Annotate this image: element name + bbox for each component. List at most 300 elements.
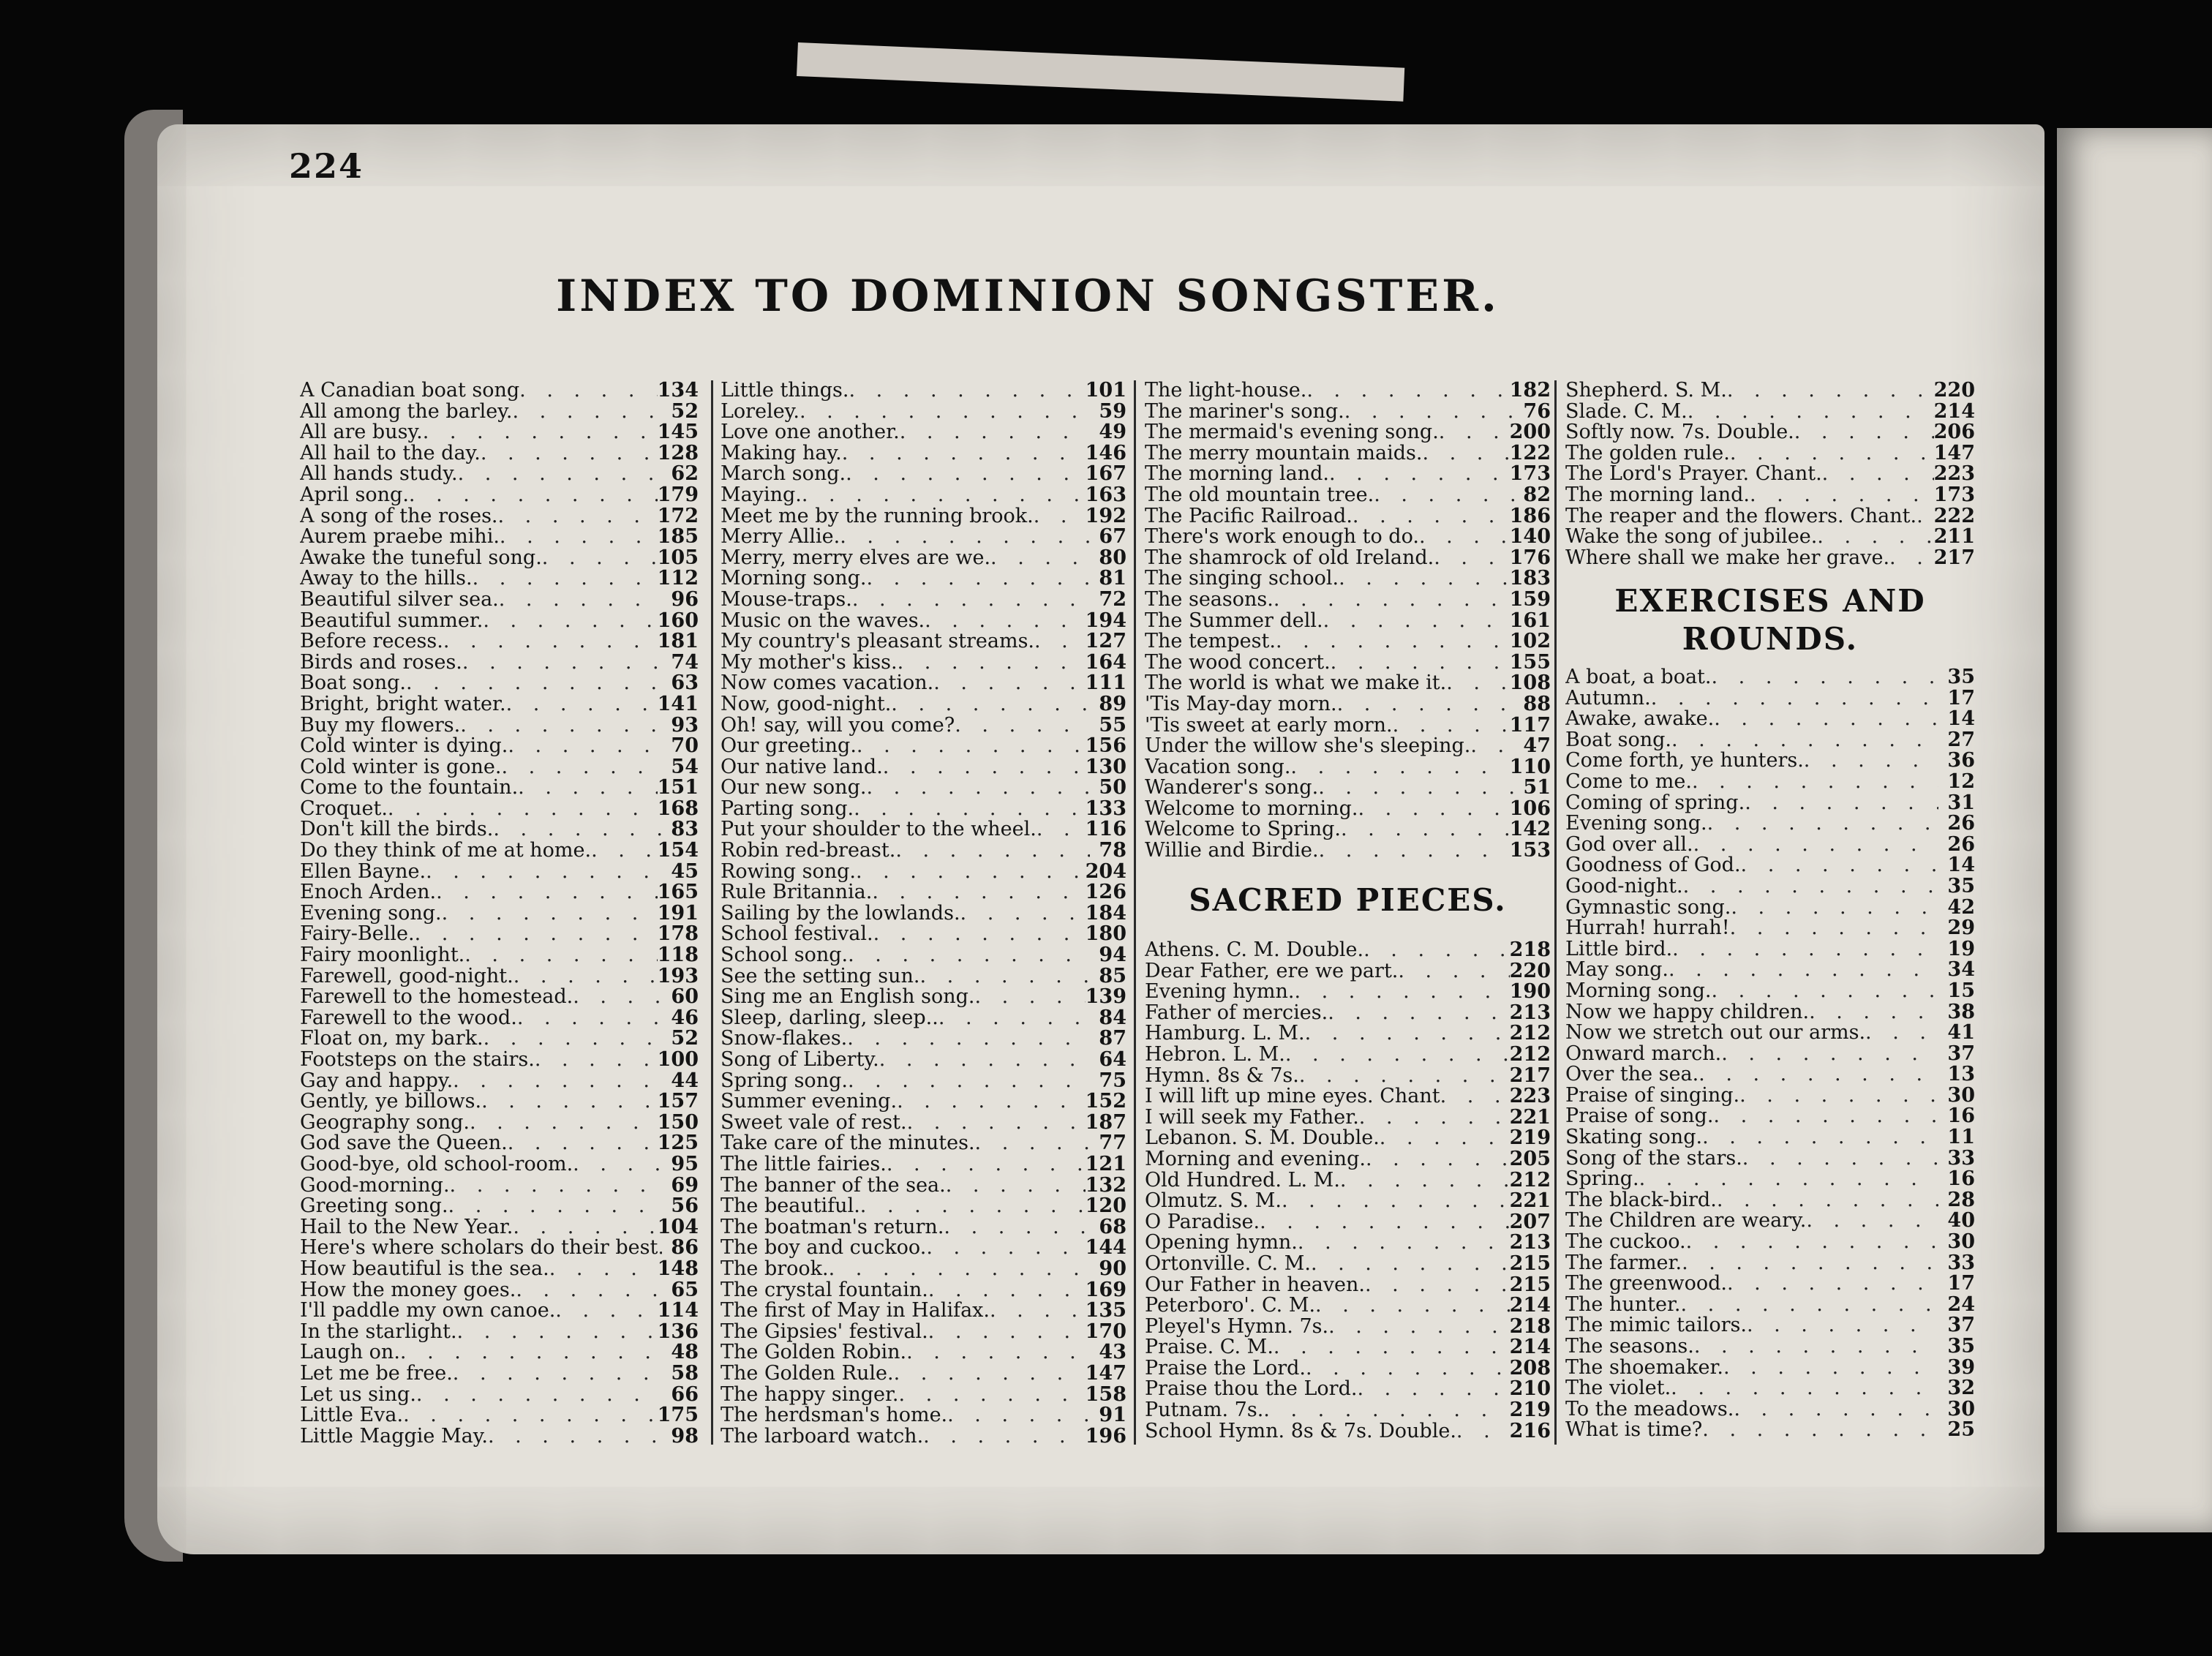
entry-page-number: 59: [1099, 401, 1126, 423]
entry-page-number: 151: [657, 778, 699, 799]
entry-page-number: 77: [1099, 1133, 1126, 1154]
index-entry: [1145, 1170, 1551, 1192]
entry-title: What is time?: [1565, 1420, 1703, 1441]
entry-page-number: 220: [1509, 960, 1551, 982]
entry-title: There's work enough to do.: [1145, 527, 1419, 548]
index-entry: [1145, 1107, 1551, 1129]
index-entry: [1145, 715, 1551, 737]
index-entry: [1565, 835, 1975, 856]
entry-page-number: 14: [1947, 855, 1975, 876]
entry-title: Now, good-night.: [721, 693, 892, 715]
entry-page-number: 50: [1099, 778, 1126, 799]
index-entry: [1145, 590, 1551, 611]
entry-page-number: 43: [1099, 1342, 1126, 1363]
dot-leader: [854, 799, 1086, 820]
dot-leader: [1290, 757, 1509, 778]
entry-title: Croquet.: [300, 798, 388, 820]
index-entry: [1145, 1045, 1551, 1066]
index-entry: [721, 380, 1126, 402]
dot-leader: [1730, 443, 1934, 464]
dot-leader: [802, 485, 1086, 506]
entry-title: My country's pleasant streams.: [721, 631, 1035, 652]
index-entry: [721, 778, 1126, 799]
dot-leader: [1806, 1211, 1938, 1232]
index-entry: [1565, 793, 1975, 814]
entry-title: Rowing song.: [721, 861, 856, 883]
entry-title: Take care of the minutes.: [721, 1133, 975, 1154]
entry-title: Praise. C. M.: [1145, 1337, 1274, 1358]
index-entry: [721, 715, 1126, 737]
index-entry: [300, 1154, 699, 1175]
entry-title: 'Tis May-day morn.: [1145, 693, 1337, 715]
entry-title: School Hymn. 8s & 7s. Double.: [1145, 1420, 1456, 1442]
entry-page-number: 212: [1509, 1170, 1551, 1192]
entry-page-number: 70: [671, 736, 699, 757]
index-entry: [300, 1342, 699, 1363]
entry-title: The boy and cuckoo.: [721, 1238, 927, 1259]
entry-title: Under the willow she's sleeping.: [1145, 736, 1471, 757]
index-entry: [721, 987, 1126, 1008]
entry-page-number: 60: [671, 987, 699, 1008]
index-entry: [1145, 840, 1551, 862]
entry-page-number: 98: [671, 1426, 699, 1448]
index-entry: [300, 1238, 699, 1259]
index-entry: [721, 652, 1126, 674]
index-entry: [721, 673, 1126, 694]
entry-title: Float on, my bark.: [300, 1028, 484, 1050]
entry-page-number: 217: [1509, 1065, 1551, 1087]
entry-title: Let me be free.: [300, 1363, 453, 1385]
dot-leader: [500, 527, 658, 548]
index-entry: [1565, 1420, 1975, 1441]
entry-page-number: 214: [1509, 1337, 1551, 1358]
dot-leader: [873, 924, 1086, 945]
entry-page-number: 62: [671, 464, 699, 485]
dot-leader: [1822, 464, 1934, 485]
dot-leader: [857, 736, 1086, 757]
index-entry: [300, 464, 699, 485]
entry-title: The larboard watch.: [721, 1426, 924, 1448]
entry-title: The greenwood.: [1565, 1273, 1727, 1295]
dot-leader: [1306, 380, 1509, 402]
dot-leader: [1804, 750, 1938, 772]
dot-leader: [946, 1175, 1086, 1197]
dot-leader: [1337, 694, 1514, 715]
dot-leader: [891, 694, 1090, 715]
entry-title: The violet.: [1565, 1378, 1671, 1399]
index-entry: [1145, 940, 1551, 961]
entry-title: Skating song.: [1565, 1127, 1703, 1148]
index-entry: [721, 422, 1126, 443]
index-entry: [1145, 736, 1551, 757]
dot-leader: [458, 464, 662, 485]
index-entry: [721, 1385, 1126, 1406]
entry-page-number: 42: [1947, 897, 1975, 919]
index-entry: [300, 799, 699, 820]
entry-page-number: 179: [657, 484, 699, 506]
entry-title: To the meadows.: [1565, 1399, 1734, 1420]
entry-title: The boatman's return.: [721, 1216, 944, 1238]
entry-title: Praise of singing.: [1565, 1085, 1740, 1107]
entry-page-number: 35: [1947, 667, 1975, 688]
entry-title: Parting song.: [721, 798, 854, 820]
dot-leader: [1318, 778, 1514, 799]
dot-leader: [906, 1342, 1090, 1363]
index-entry: [300, 611, 699, 632]
dot-leader: [1702, 1420, 1938, 1441]
index-entry: [1145, 1337, 1551, 1358]
sacred-pieces-list: [1145, 940, 1551, 1442]
dot-leader: [1419, 527, 1510, 548]
index-entry: [721, 464, 1126, 485]
entry-title: Vacation song.: [1145, 756, 1291, 778]
entry-title: Love one another.: [721, 422, 900, 443]
dot-leader: [852, 590, 1090, 611]
index-entry: [721, 1259, 1126, 1280]
entry-page-number: 193: [657, 966, 699, 987]
index-entry: [300, 1091, 699, 1113]
dot-leader: [1446, 673, 1509, 694]
index-column-2: [721, 380, 1126, 1447]
index-entry: [300, 819, 699, 840]
entry-title: Awake the tuneful song.: [300, 547, 542, 569]
entry-page-number: 44: [671, 1070, 699, 1092]
dot-leader: [1282, 1191, 1510, 1212]
entry-title: The singing school.: [1145, 568, 1339, 590]
entry-page-number: 184: [1085, 903, 1126, 925]
entry-page-number: 101: [1085, 380, 1126, 402]
dot-leader: [1359, 1107, 1510, 1129]
entry-page-number: 96: [671, 589, 699, 611]
entry-page-number: 36: [1947, 750, 1975, 772]
entry-title: The Golden Rule.: [721, 1363, 894, 1385]
index-entry: [1145, 1191, 1551, 1212]
entry-page-number: 213: [1509, 1232, 1551, 1254]
dot-leader: [990, 548, 1090, 569]
entry-page-number: 111: [1085, 673, 1126, 694]
entry-title: How the money goes.: [300, 1279, 516, 1301]
entry-title: Pleyel's Hymn. 7s.: [1145, 1316, 1329, 1338]
dot-leader: [501, 757, 662, 778]
entry-page-number: 47: [1523, 736, 1551, 757]
entry-page-number: 170: [1085, 1321, 1126, 1343]
dot-leader: [1692, 772, 1938, 793]
entry-page-number: 211: [1933, 527, 1975, 548]
index-entry: [300, 1405, 699, 1426]
entry-page-number: 69: [671, 1175, 699, 1197]
dot-leader: [1671, 730, 1938, 751]
index-entry: [1145, 819, 1551, 840]
entry-page-number: 52: [671, 401, 699, 423]
index-entry: [721, 1196, 1126, 1217]
index-entry: [1145, 652, 1551, 674]
entry-title: The crystal fountain.: [721, 1279, 928, 1301]
dot-leader: [883, 757, 1086, 778]
dot-leader: [1916, 506, 1934, 527]
index-entry: [721, 1363, 1126, 1385]
entry-page-number: 37: [1947, 1315, 1975, 1336]
entry-page-number: 223: [1509, 1086, 1551, 1107]
entry-title: Footsteps on the stairs.: [300, 1050, 535, 1071]
dot-leader: [453, 1071, 662, 1092]
dot-leader: [1353, 506, 1510, 527]
entry-title: Our greeting.: [721, 736, 857, 757]
index-entry: [300, 1301, 699, 1322]
index-entry: [300, 1196, 699, 1217]
dot-leader: [895, 840, 1090, 862]
index-entry: [300, 1050, 699, 1071]
dot-leader: [866, 568, 1090, 590]
entry-page-number: 41: [1947, 1023, 1975, 1044]
dot-leader: [1034, 506, 1086, 527]
entry-page-number: 146: [1085, 443, 1126, 464]
dot-leader: [481, 443, 658, 464]
dot-leader: [406, 673, 662, 694]
entry-title: Wanderer's song.: [1145, 778, 1319, 799]
entry-page-number: 49: [1099, 422, 1126, 443]
dot-leader: [848, 945, 1090, 966]
dot-leader: [990, 1301, 1086, 1322]
dot-leader: [1680, 1295, 1938, 1316]
entry-title: Over the sea.: [1565, 1064, 1699, 1085]
index-entry: [721, 1028, 1126, 1050]
dot-leader: [1682, 1253, 1938, 1274]
index-entry: [1145, 694, 1551, 715]
entry-page-number: 180: [1085, 924, 1126, 946]
dot-leader: [1434, 548, 1509, 569]
entry-title: Now we stretch out our arms.: [1565, 1023, 1866, 1044]
entry-title: The beautiful.: [721, 1196, 860, 1217]
entry-title: Opening hymn.: [1145, 1232, 1298, 1254]
entry-title: The golden rule.: [1565, 443, 1730, 464]
entry-page-number: 45: [671, 861, 699, 883]
entry-title: Slade. C. M.: [1565, 401, 1688, 423]
dot-leader: [555, 1301, 657, 1322]
dot-leader: [1422, 443, 1509, 464]
entry-title: Good-bye, old school-room.: [300, 1153, 573, 1175]
page-number: 224: [289, 146, 364, 186]
entry-title: Sailing by the lowlands.: [721, 903, 960, 925]
dot-leader: [1285, 1045, 1510, 1066]
index-entry: [721, 631, 1126, 652]
entry-title: Willie and Birdie.: [1145, 840, 1319, 862]
index-entry: [1565, 1106, 1975, 1127]
index-entry: [1565, 380, 1975, 402]
entry-page-number: 221: [1509, 1107, 1551, 1129]
entry-page-number: 106: [1509, 798, 1551, 820]
entry-page-number: 212: [1509, 1044, 1551, 1066]
dot-leader: [894, 1363, 1086, 1385]
index-entry: [1565, 422, 1975, 443]
entry-title: God over all.: [1565, 834, 1693, 856]
dot-leader: [1365, 1275, 1510, 1296]
entry-page-number: 142: [1509, 819, 1551, 841]
entry-page-number: 38: [1947, 1001, 1975, 1023]
index-entry: [300, 694, 699, 715]
dot-leader: [1274, 590, 1510, 611]
entry-page-number: 63: [671, 673, 699, 694]
entry-title: The morning land.: [1145, 464, 1329, 485]
entry-page-number: 172: [657, 505, 699, 527]
index-entry: [721, 1426, 1126, 1448]
index-entry: [721, 1133, 1126, 1154]
entry-page-number: 139: [1085, 987, 1126, 1008]
index-entry: [300, 402, 699, 423]
dot-leader: [1702, 1127, 1938, 1148]
index-entry: [1565, 485, 1975, 506]
index-entry: [721, 819, 1126, 840]
dot-leader: [1306, 1358, 1510, 1380]
entry-title: The reaper and the flowers. Chant.: [1565, 505, 1917, 527]
dot-leader: [974, 987, 1085, 1008]
entry-title: May song.: [1565, 960, 1669, 981]
index-entry: [721, 1405, 1126, 1426]
entry-title: The Lord's Prayer. Chant.: [1565, 464, 1822, 485]
entry-title: Little things.: [721, 380, 849, 402]
entry-page-number: 56: [671, 1196, 699, 1217]
index-entry: [300, 1385, 699, 1406]
dot-leader: [1340, 1170, 1510, 1192]
entry-title: Summer evening.: [721, 1091, 898, 1113]
entry-title: God save the Queen.: [300, 1133, 508, 1154]
entry-page-number: 215: [1509, 1274, 1551, 1296]
index-entry: [721, 1301, 1126, 1322]
index-entry: [1565, 855, 1975, 876]
index-entry: [1145, 1128, 1551, 1149]
index-entry: [1565, 1169, 1975, 1190]
entry-page-number: 85: [1099, 966, 1126, 987]
entry-title: Dear Father, ere we part.: [1145, 960, 1399, 982]
entry-page-number: 187: [1085, 1112, 1126, 1134]
index-entry: [1565, 1002, 1975, 1023]
entry-title: The mariner's song.: [1145, 401, 1344, 423]
index-entry: [1145, 1379, 1551, 1400]
entry-page-number: 155: [1509, 652, 1551, 674]
entry-page-number: 204: [1085, 861, 1126, 883]
dot-leader: [1339, 568, 1510, 590]
index-entry: [721, 1071, 1126, 1092]
dot-leader: [1651, 688, 1938, 710]
index-entry: [300, 548, 699, 569]
dot-leader: [400, 1342, 662, 1363]
entry-page-number: 196: [1085, 1426, 1126, 1448]
entry-page-number: 100: [657, 1050, 699, 1071]
dot-leader: [460, 715, 662, 737]
dot-leader: [403, 1405, 658, 1426]
entry-page-number: 76: [1523, 401, 1551, 423]
index-entry: [300, 778, 699, 799]
entry-page-number: 84: [1099, 1007, 1126, 1029]
dot-leader: [1731, 897, 1938, 919]
index-entry: [721, 1091, 1126, 1113]
entry-page-number: 66: [671, 1384, 699, 1406]
entry-page-number: 17: [1947, 1273, 1975, 1295]
dot-leader: [516, 1280, 662, 1301]
dot-leader: [513, 1217, 657, 1238]
entry-page-number: 12: [1947, 771, 1975, 793]
entry-page-number: 93: [671, 715, 699, 737]
entry-title: Coming of spring.: [1565, 792, 1745, 814]
entry-page-number: 148: [657, 1258, 699, 1280]
entry-title: Shepherd. S. M.: [1565, 380, 1727, 402]
dot-leader: [1315, 1295, 1510, 1317]
index-entry: [1145, 1086, 1551, 1107]
index-entry: [300, 1217, 699, 1238]
entry-page-number: 33: [1947, 1252, 1975, 1274]
index-entry: [300, 924, 699, 945]
entry-title: Ortonville. C. M.: [1145, 1253, 1311, 1275]
index-entry: [721, 903, 1126, 925]
dot-leader: [573, 1154, 662, 1175]
entry-page-number: 11: [1947, 1127, 1975, 1148]
index-entry: [721, 736, 1126, 757]
entry-title: Don't kill the birds.: [300, 819, 494, 841]
dot-leader: [1672, 939, 1938, 960]
dot-leader: [866, 778, 1090, 799]
entry-page-number: 90: [1099, 1258, 1126, 1280]
dot-leader: [416, 1385, 662, 1406]
dot-leader: [928, 1280, 1086, 1301]
entry-title: Before recess.: [300, 631, 443, 652]
index-entry: [1145, 1421, 1551, 1442]
entry-page-number: 126: [1085, 882, 1126, 903]
entry-page-number: 52: [671, 1028, 699, 1050]
entry-page-number: 14: [1947, 709, 1975, 730]
dot-leader: [448, 1196, 662, 1217]
index-entry: [1145, 422, 1551, 443]
entry-page-number: 13: [1947, 1064, 1975, 1085]
entry-title: Oh! say, will you come?: [721, 715, 955, 737]
entry-page-number: 88: [1523, 693, 1551, 715]
index-entry: [721, 485, 1126, 506]
index-entry: [300, 568, 699, 590]
entry-page-number: 186: [1509, 505, 1551, 527]
dot-leader: [1344, 402, 1514, 423]
entry-page-number: 165: [657, 882, 699, 903]
dot-leader: [1276, 631, 1510, 652]
dot-leader: [847, 1028, 1090, 1050]
entry-page-number: 26: [1947, 813, 1975, 835]
entry-title: The seasons.: [1145, 589, 1274, 611]
entry-page-number: 32: [1947, 1378, 1975, 1399]
entry-page-number: 194: [1085, 610, 1126, 632]
entry-title: The seasons.: [1565, 1336, 1694, 1358]
column-rule: [1554, 380, 1557, 1445]
entry-page-number: 216: [1509, 1420, 1551, 1442]
entry-title: Let us sing.: [300, 1384, 416, 1406]
dot-leader: [481, 1091, 658, 1113]
dot-leader: [591, 840, 658, 862]
index-entry: [300, 1259, 699, 1280]
dot-leader: [409, 485, 658, 506]
entry-page-number: 147: [1933, 443, 1975, 464]
dot-leader: [1331, 652, 1510, 674]
entry-page-number: 28: [1947, 1189, 1975, 1211]
index-entry: [1145, 548, 1551, 569]
dot-leader: [1889, 548, 1934, 569]
dot-leader: [944, 1217, 1090, 1238]
index-entry: [1145, 568, 1551, 590]
entry-title: The hunter.: [1565, 1294, 1681, 1316]
dot-leader: [464, 945, 657, 966]
index-entry: [1145, 1295, 1551, 1317]
index-entry: [1145, 443, 1551, 464]
entry-page-number: 128: [657, 443, 699, 464]
dot-leader: [506, 694, 658, 715]
dot-leader: [1745, 793, 1938, 814]
entry-title: Good-night.: [1565, 876, 1683, 897]
dot-leader: [1747, 1315, 1938, 1336]
